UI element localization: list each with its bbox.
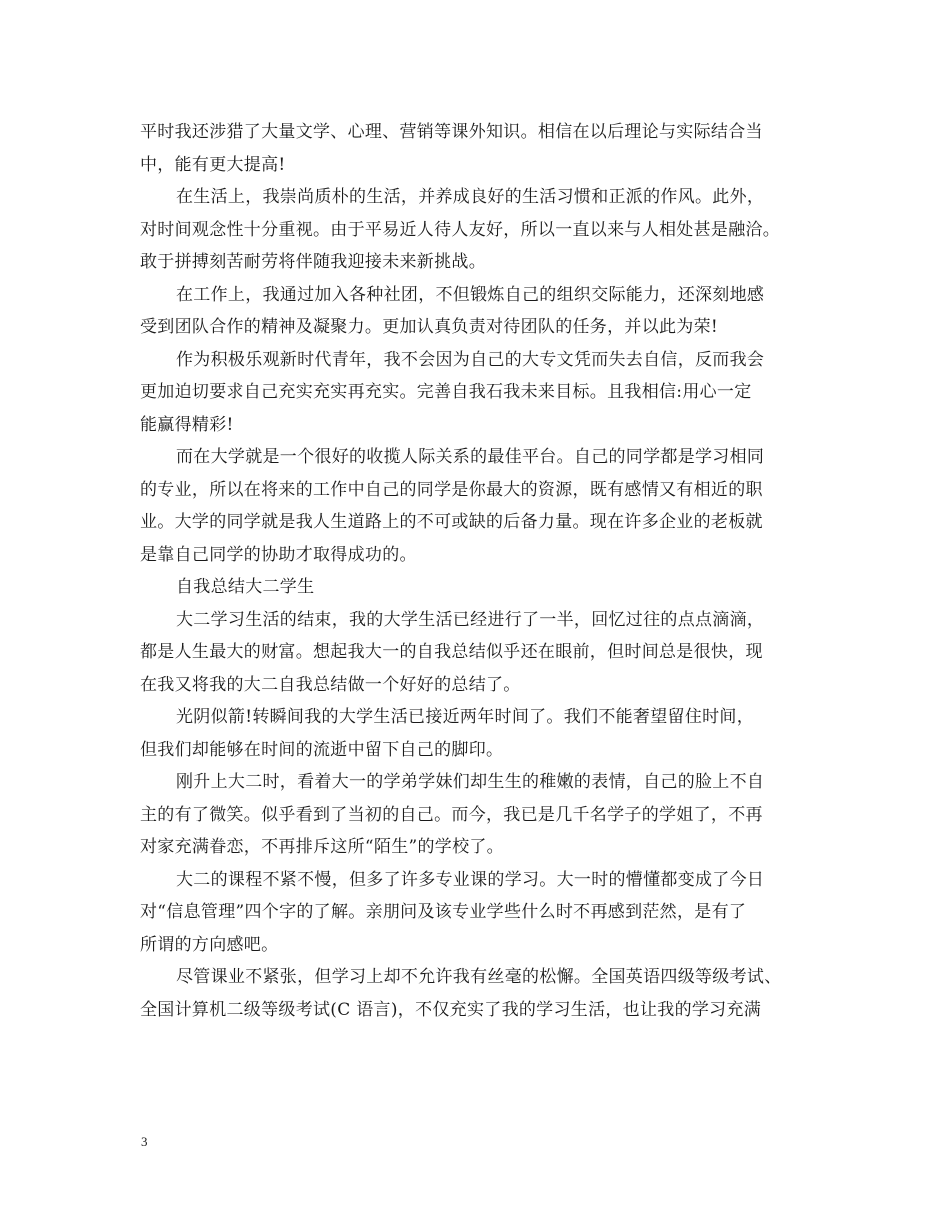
text-line: 作为积极乐观新时代青年，我不会因为自己的大专文凭而失去自信，反而我会 <box>176 349 765 370</box>
text-line: 在生活上，我崇尚质朴的生活，并养成良好的生活习惯和正派的作风。此外， <box>176 187 765 207</box>
text-line: 光阴似箭!转瞬间我的大学生活已接近两年时间了。我们不能奢望留住时间， <box>176 707 755 727</box>
text-line: 全国计算机二级等级考试(C 语言)，不仅充实了我的学习生活，也让我的学习充满 <box>140 999 762 1020</box>
text-line: 但我们却能够在时间的流逝中留下自己的脚印。 <box>140 739 504 760</box>
text-line: 业。大学的同学就是我人生道路上的不可或缺的后备力量。现在许多企业的老板就 <box>140 512 763 532</box>
text-line: 平时我还涉猎了大量文学、心理、营销等课外知识。相信在以后理论与实际结合当 <box>140 122 763 142</box>
text-line: 敢于拼搏刻苦耐劳将伴随我迎接未来新挑战。 <box>140 252 486 272</box>
text-line: 是靠自己同学的协助才取得成功的。 <box>140 544 417 565</box>
text-line: 自我总结大二学生 <box>176 577 315 597</box>
text-line: 而在大学就是一个很好的收揽人际关系的最佳平台。自己的同学都是学习相同 <box>176 447 765 467</box>
text-line: 都是人生最大的财富。想起我大一的自我总结似乎还在眼前，但时间总是很快，现 <box>140 642 763 662</box>
text-line: 中，能有更大提高! <box>140 154 286 175</box>
text-line: 所谓的方向感吧。 <box>140 934 279 955</box>
document-body <box>140 116 840 1026</box>
text-line: 更加迫切要求自己充实充实再充实。完善自我石我未来目标。且我相信:用心一定 <box>140 382 752 402</box>
page-number: 3 <box>141 1134 148 1149</box>
text-line: 对“信息管理”四个字的了解。亲朋问及该专业学些什么时不再感到茫然，是有了 <box>140 902 747 922</box>
text-line: 刚升上大二时，看着大一的学弟学妹们却生生的稚嫩的表情，自己的脸上不自 <box>176 772 765 792</box>
text-line: 对家充满眷恋，不再排斥这所“陌生”的学校了。 <box>140 837 504 857</box>
text-line: 尽管课业不紧张，但学习上却不允许我有丝毫的松懈。全国英语四级等级考试、 <box>176 967 782 987</box>
text-line: 在工作上，我通过加入各种社团，不但锻炼自己的组织交际能力，还深刻地感 <box>176 284 765 305</box>
text-line: 在我又将我的大二自我总结做一个好好的总结了。 <box>140 674 521 695</box>
text-line: 大二学习生活的结束，我的大学生活已经进行了一半，回忆过往的点点滴滴， <box>176 609 765 630</box>
text-line: 的专业，所以在将来的工作中自己的同学是你最大的资源，既有感情又有相近的职 <box>140 479 763 500</box>
text-line: 受到团队合作的精神及凝聚力。更加认真负责对待团队的任务，并以此为荣! <box>140 317 719 337</box>
text-line: 对时间观念性十分重视。由于平易近人待人友好，所以一直以来与人相处甚是融洽。 <box>140 219 781 240</box>
text-line: 能赢得精彩! <box>140 414 234 435</box>
text-line: 大二的课程不紧不慢，但多了许多专业课的学习。大一时的懵懂都变成了今日 <box>176 869 765 890</box>
text-line: 主的有了微笑。似乎看到了当初的自己。而今，我已是几千名学子的学姐了，不再 <box>140 804 763 825</box>
